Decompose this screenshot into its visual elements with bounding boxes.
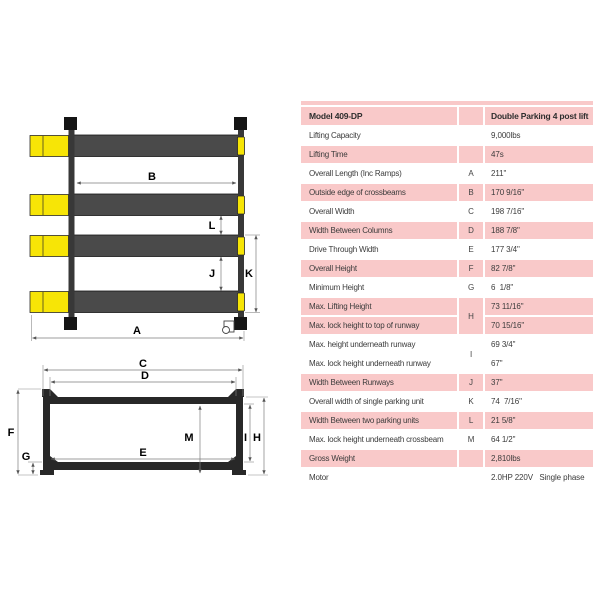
post: [64, 317, 77, 330]
spec-label: Lifting Time: [301, 146, 457, 163]
wheel-stop: [238, 237, 245, 255]
spec-label: Lifting Capacity: [301, 127, 457, 144]
spec-label: Width Between Runways: [301, 374, 457, 391]
spec-value: 9,000lbs: [485, 127, 593, 144]
spec-label: Gross Weight: [301, 450, 457, 467]
front-view-diagram: [8, 358, 268, 475]
ramp: [30, 136, 69, 157]
spec-letter: [459, 146, 483, 163]
spec-letter: [459, 450, 483, 467]
dim-label-f: F: [7, 427, 15, 439]
runway: [72, 135, 244, 157]
runway: [72, 194, 244, 216]
spec-value: 70 15/16": [485, 317, 593, 334]
spec-row: [301, 184, 593, 201]
spec-letter: [459, 127, 483, 144]
spec-letter: C: [459, 203, 483, 220]
spec-value: 198 7/16": [485, 203, 593, 220]
wheel-stop: [238, 293, 245, 311]
spec-letter: E: [459, 241, 483, 258]
spec-value: 177 3/4": [485, 241, 593, 258]
post: [234, 117, 247, 130]
post: [64, 117, 77, 130]
post: [234, 317, 247, 330]
spec-row: [301, 450, 593, 467]
spec-row: [301, 355, 593, 372]
spec-letter: I: [459, 336, 483, 372]
wheel-stop: [238, 196, 245, 214]
spec-label: Overall Length (Inc Ramps): [301, 165, 457, 182]
spec-label: Overall Width: [301, 203, 457, 220]
spec-row: [301, 127, 593, 144]
dim-label-i: I: [243, 432, 248, 444]
spec-letter: M: [459, 431, 483, 448]
spec-row: [301, 203, 593, 220]
spec-label: Width Between two parking units: [301, 412, 457, 429]
spec-row: [301, 146, 593, 163]
table-header-row: [301, 107, 593, 125]
approach-ramps: [30, 136, 69, 313]
dim-label-k: K: [245, 268, 253, 280]
dim-label-l: L: [208, 220, 216, 232]
spec-value: 47s: [485, 146, 593, 163]
product-name: Double Parking 4 post lift: [485, 107, 593, 125]
wheel-stop: [238, 137, 245, 155]
spec-label: Max. lock height underneath crossbeam: [301, 431, 457, 448]
power-unit-icon: [223, 321, 235, 334]
spec-letter: L: [459, 412, 483, 429]
spec-label: Overall width of single parking unit: [301, 393, 457, 410]
spec-value: 211": [485, 165, 593, 182]
top-view-diagram: [30, 117, 260, 341]
spec-value: 69 3/4": [485, 336, 593, 353]
spec-value: 2,810lbs: [485, 450, 593, 467]
spec-label: Max. lock height to top of runway: [301, 317, 457, 334]
spec-row: [301, 241, 593, 258]
spec-letter: A: [459, 165, 483, 182]
dim-label-m: M: [184, 432, 194, 444]
spec-value: 2.0HP 220V Single phase: [485, 469, 593, 486]
spec-value: 82 7/8": [485, 260, 593, 277]
spec-letter: G: [459, 279, 483, 296]
model-name: Model 409-DP: [301, 107, 457, 125]
spec-row: [301, 260, 593, 277]
spec-label: Max. lock height underneath runway: [301, 355, 457, 372]
dim-label-c: C: [139, 358, 147, 370]
spec-row: [301, 222, 593, 239]
spec-value: 74 7/16": [485, 393, 593, 410]
spec-value: 64 1/2": [485, 431, 593, 448]
spec-value: 21 5/8": [485, 412, 593, 429]
spec-label: Overall Height: [301, 260, 457, 277]
ramp: [30, 236, 69, 257]
left-rail: [69, 122, 75, 326]
spec-row: [301, 469, 593, 486]
spec-row: [301, 165, 593, 182]
foot: [232, 470, 246, 475]
spec-label: Max. height underneath runway: [301, 336, 457, 353]
spec-letter: F: [459, 260, 483, 277]
spec-row: [301, 336, 593, 353]
spec-letter: B: [459, 184, 483, 201]
spec-value: 170 9/16": [485, 184, 593, 201]
dim-label-g: G: [21, 451, 31, 463]
dim-label-b: B: [148, 171, 156, 183]
spec-row: [301, 431, 593, 448]
spec-row: [301, 298, 593, 315]
bottom-crossbeam: [43, 462, 243, 470]
spec-label: Drive Through Width: [301, 241, 457, 258]
spec-row: [301, 279, 593, 296]
spec-label: Max. Lifting Height: [301, 298, 457, 315]
ramp: [30, 195, 69, 216]
spec-row: [301, 393, 593, 410]
runway: [72, 235, 244, 257]
spec-value: 188 7/8": [485, 222, 593, 239]
dim-label-a: A: [133, 325, 141, 337]
spec-value: 73 11/16": [485, 298, 593, 315]
dim-label-e: E: [139, 447, 147, 459]
header-spacer: [459, 107, 483, 125]
spec-letter: H: [459, 298, 483, 334]
spec-value: 6 1/8": [485, 279, 593, 296]
spec-value: 37": [485, 374, 593, 391]
ramp: [30, 292, 69, 313]
dim-label-h: H: [253, 432, 261, 444]
spec-table: [299, 105, 595, 488]
lift-frame: [40, 389, 246, 475]
dim-label-j: J: [208, 268, 216, 280]
spec-row: [301, 317, 593, 334]
spec-value: 67": [485, 355, 593, 372]
spec-table-panel: [301, 101, 593, 488]
spec-letter: J: [459, 374, 483, 391]
spec-letter: [459, 469, 483, 486]
spec-label: Outside edge of crossbeams: [301, 184, 457, 201]
spec-label: Width Between Columns: [301, 222, 457, 239]
spec-label: Minimum Height: [301, 279, 457, 296]
spec-row: [301, 374, 593, 391]
spec-row: [301, 412, 593, 429]
dim-label-d: D: [141, 370, 149, 382]
top-crossbeam: [43, 397, 243, 404]
foot: [40, 470, 54, 475]
spec-letter: D: [459, 222, 483, 239]
spec-label: Motor: [301, 469, 457, 486]
runway: [72, 291, 244, 313]
spec-letter: K: [459, 393, 483, 410]
